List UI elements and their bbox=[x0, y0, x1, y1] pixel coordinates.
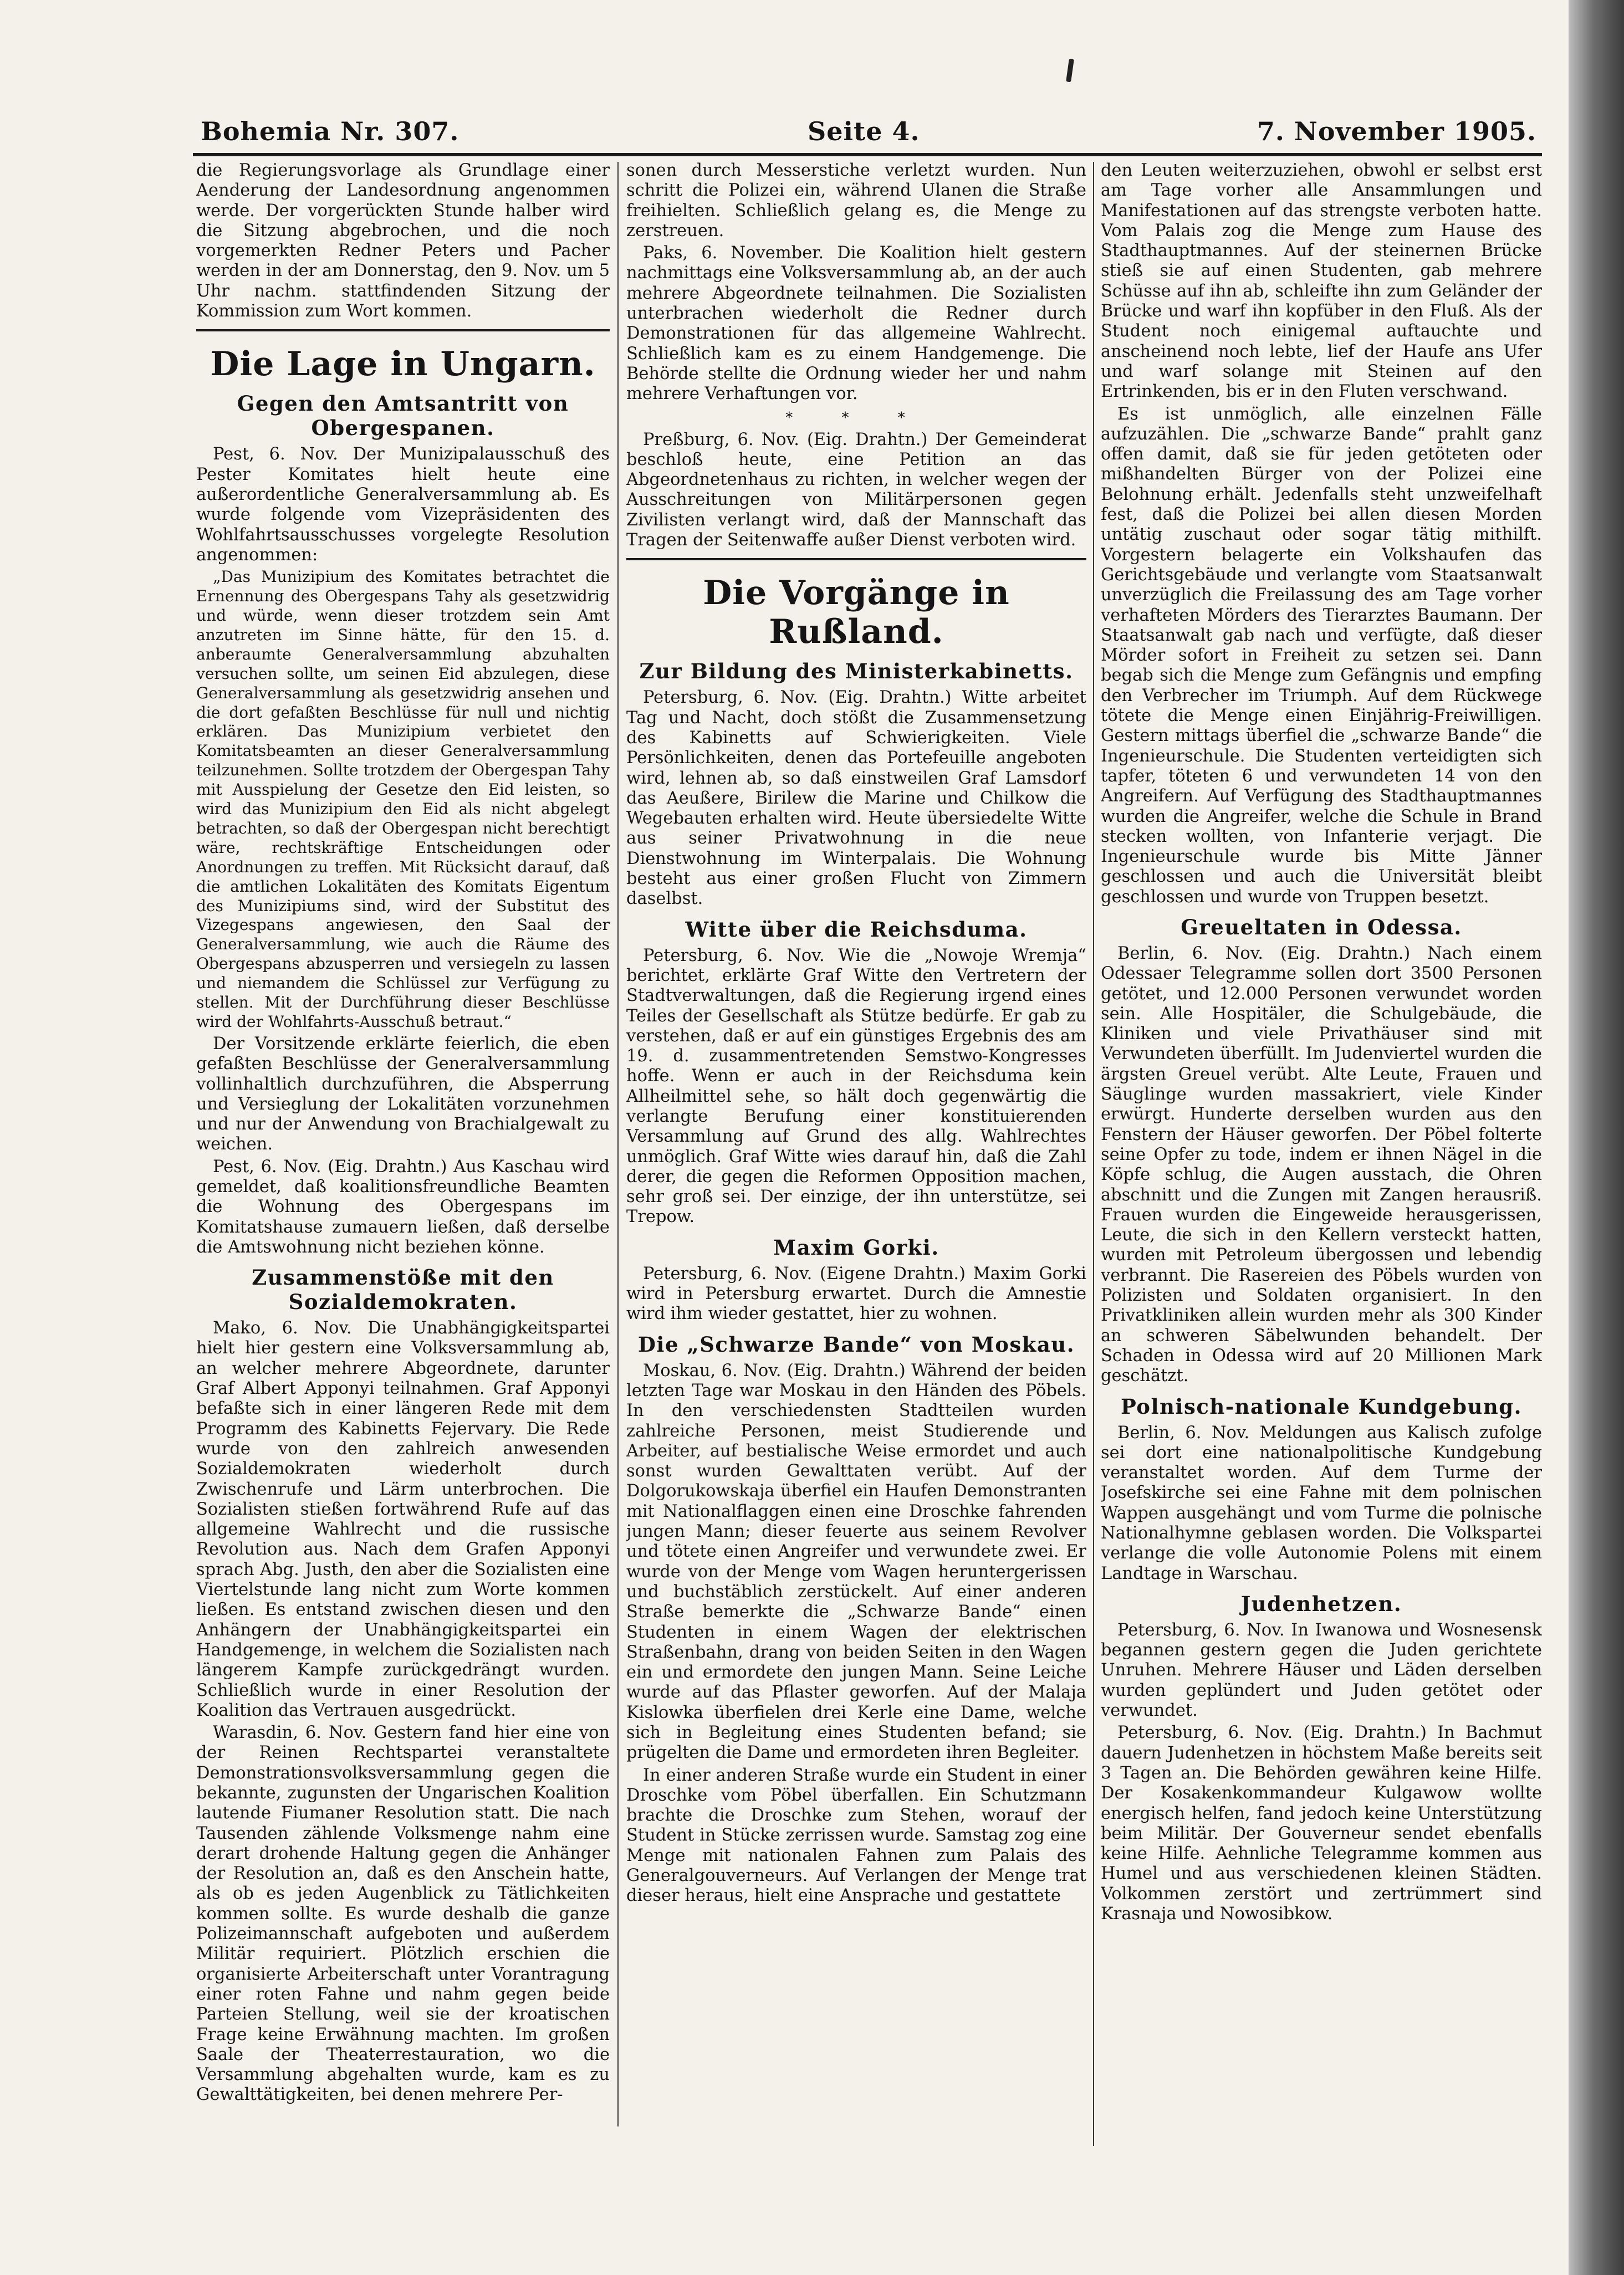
page-number: Seite 4. bbox=[808, 116, 920, 146]
column-rule bbox=[1093, 162, 1094, 2146]
paragraph: Paks, 6. November. Die Koalition hielt gestern nachmittags eine Volksversammlung ab, an der auch mehrere Abgeordnete teilnahmen. Die Sozialisten unterbrachen wiederholt die Redner durch Demonstrationen für das allgemeine Wahlrecht. Schließlich kam es zu einem Handgemenge. Die Behörde stellte die Ordnung wieder her und nahm mehrere Verhaftungen vor. bbox=[626, 243, 1086, 404]
paragraph: Warasdin, 6. Nov. Gestern fand hier eine von der Reinen Rechtspartei veranstaltete Demonstrationsvolksversammlung gegen die bekannte, zugunsten der Ungarischen Koalition lautende Fiumaner Resolution statt. Die nach Tausenden zählende Volksmenge nahm eine derart drohende Haltung gegen die Anhänger der Resolution an, daß es den Anschein hatte, als ob es jeden Augenblick zu Tätlichkeiten kommen sollte. Es wurde deshalb die ganze Polizeimannschaft aufgeboten und außerdem Militär requiriert. Plötzlich erschien die organisierte Arbeiterschaft unter Vorantragung einer roten Fahne und nahm gegen beide Parteien Stellung, weil sie der kroatischen Frage keine Erwähnung machten. Im großen Saale der Theaterrestauration, wo die Versammlung abgehalten wurde, kam es zu Gewalttätigkeiten, bei denen mehrere Per- bbox=[196, 1723, 610, 2105]
column-3 bbox=[1101, 161, 1542, 2142]
paragraph: Mako, 6. Nov. Die Unabhängigkeitspartei hielt hier gestern eine Volksversammlung ab, an welcher mehrere Abgeordnete, darunter Graf Albert Apponyi teilnahmen. Graf Apponyi befaßte sich in einer längeren Rede mit dem Programm des Kabinetts Fejervary. Die Rede wurde von den zahlreich anwesenden Sozialdemokraten wiederholt durch Zwischenrufe und Lärm unterbrochen. Die Sozialisten stießen fortwährend Rufe auf das allgemeine Wahlrecht und die russische Revolution aus. Nach dem Grafen Apponyi sprach Abg. Justh, den aber die Sozialisten eine Viertelstunde lang nicht zum Worte kommen ließen. Es entstand zwischen diesen und den Anhängern der Unabhängigkeitspartei ein Handgemenge, in welchem die Sozialisten nach längerem Kampfe zurückgedrängt wurden. Schließlich wurde in einer Resolution der Koalition das Vertrauen ausgedrückt. bbox=[196, 1318, 610, 1720]
column-rule bbox=[617, 162, 619, 2126]
subheading: Judenhetzen. bbox=[1240, 1591, 1402, 1616]
paragraph: In einer anderen Straße wurde ein Student in einer Droschke vom Pöbel überfallen. Ein Schutzmann brachte die Droschke zum Stehen, worauf der Student in Stücke zerrissen wurde. Samstag zog eine Menge mit nationalen Fahnen zum Palais des Generalgouverneurs. Auf Verlangen der Menge trat dieser heraus, hielt eine Ansprache und gestattete bbox=[626, 1765, 1086, 1906]
subheading: Die „Schwarze Bande“ von Moskau. bbox=[637, 1332, 1075, 1357]
section-rule bbox=[196, 329, 610, 331]
paragraph: Petersburg, 6. Nov. (Eig. Drahtn.) In Bachmut dauern Judenhetzen in höchstem Maße bereits seit 3 Tagen an. Die Behörden gewähren keine Hilfe. Der Kosakenkommandeur Kulgawow wollte energisch helfen, fand jedoch keine Unterstützung beim Militär. Der Gouverneur sendet ebenfalls keine Hilfe. Aehnliche Telegramme kommen aus Humel und aus verschiedenen kleinen Städten. Volkommen zerstört und zertrümmert sind Krasnaja und Nowosibkow. bbox=[1101, 1723, 1542, 1924]
paragraph: Moskau, 6. Nov. (Eig. Drahtn.) Während der beiden letzten Tage war Moskau in den Händen des Pöbels. In den verschiedensten Stadtteilen wurden zahlreiche Personen, meist Studierende und Arbeiter, auf bestialische Weise ermordet und auch sonst wurden Gewalttaten verübt. Auf der Dolgorukowskaja überfiel ein Haufen Demonstranten mit Nationalflaggen einen eine Droschke fahrenden jungen Mann; dieser feuerte aus seinem Revolver und tötete einen Angreifer und verwundete zwei. Er wurde von der Menge vom Wagen heruntergerissen und buchstäblich zerstückelt. Auf einer anderen Straße bemerkte die „Schwarze Bande“ einen Studenten in einem Wagen der elektrischen Straßenbahn, drang von beiden Seiten in den Wagen ein und ermordete den jungen Mann. Seine Leiche wurde auf das Pflaster geworfen. Auf der Malaja Kislowka überfielen drei Kerle eine Dame, welche sich in Begleitung eines Studenten befand; sie prügelten die Dame und ermordeten ihren Begleiter. bbox=[626, 1361, 1086, 1763]
subheading: Zur Bildung des Ministerkabinetts. bbox=[639, 659, 1074, 684]
paragraph: Der Vorsitzende erklärte feierlich, die eben gefaßten Beschlüsse der Generalversammlung vollinhaltlich durchzuführen, die Absperrung und Versieglung der Lokalitäten vorzunehmen und nur der Anwendung von Brachialgewalt zu weichen. bbox=[196, 1034, 610, 1154]
header-rule bbox=[193, 153, 1542, 156]
section-headline: Die Vorgänge in Rußland. bbox=[703, 574, 1010, 652]
paragraph: Petersburg, 6. Nov. (Eig. Drahtn.) Witte arbeitet Tag und Nacht, doch stößt die Zusammensetzung des Kabinetts auf Schwierigkeiten. Viele Persönlichkeiten, denen das Portefeuille angeboten wird, lehnen ab, so daß einstweilen Graf Lamsdorf das Aeußere, Birilew die Marine und Chilkow die Wegebauten erhalten wird. Heute übersiedelte Witte aus seiner Privatwohnung in die neue Dienstwohnung im Winterpalais. Die Wohnung besteht aus einer großen Flucht von Zimmern daselbst. bbox=[626, 688, 1086, 909]
separator-stars: * * * bbox=[785, 409, 927, 426]
subheading: Polnisch-nationale Kundgebung. bbox=[1120, 1394, 1523, 1419]
section-headline: Die Lage in Ungarn. bbox=[210, 345, 596, 384]
issue-date: 7. November 1905. bbox=[1257, 116, 1536, 146]
subheading: Zusammenstöße mit den Sozialdemokraten. bbox=[252, 1265, 554, 1315]
paragraph: Preßburg, 6. Nov. (Eig. Drahtn.) Der Gemeinderat beschloß heute, eine Petition an das Abgeordnetenhaus zu richten, in welcher wegen der Ausschreitungen von Militärpersonen gegen Zivilisten verlangt wird, daß der Mannschaft das Tragen der Seitenwaffe außer Dienst verboten wird. bbox=[626, 430, 1086, 550]
subheading: Maxim Gorki. bbox=[773, 1235, 939, 1260]
paragraph: Petersburg, 6. Nov. Wie die „Nowoje Wremja“ berichtet, erklärte Graf Witte den Vertretern der Stadtverwaltungen, daß die Regierung irgend eines Teiles der Gesellschaft als Stütze bedürfe. Er gab zu verstehen, daß er auf ein günstiges Ergebnis des am 19. d. zusammentretenden Semstwo-Kongresses hoffe. Wenn er auch in der Reichsduma kein Allheilmittel sehe, so hält doch gegenwärtig die verlangte Berufung einer konstituierenden Versammlung auf Grund des allg. Wahlrechtes unmöglich. Graf Witte wies darauf hin, daß die Zahl derer, die gegen die Reformen Opposition machen, sehr groß sei. Der einzige, der ihn unterstütze, sei Trepow. bbox=[626, 945, 1086, 1227]
paragraph: Berlin, 6. Nov. (Eig. Drahtn.) Nach einem Odessaer Telegramme sollen dort 3500 Personen getötet, und 12.000 Personen verwundet worden sein. Alle Hospitäler, die Schulgebäude, die Kliniken und viele Privathäuser sind mit Verwundeten überfüllt. Im Judenviertel wurden die ärgsten Greuel verübt. Alte Leute, Frauen und Säuglinge wurden massakriert, viele Kinder erwürgt. Hunderte derselben wurden aus den Fenstern der Häuser geworfen. Der Pöbel folterte seine Opfer zu tode, indem er ihnen Nägel in die Köpfe schlug, die Augen ausstach, die Ohren abschnitt und die Zungen mit Zangen herausriß. Frauen wurden die Eingeweide herausgerissen, Leute, die sich in den Kellern versteckt hatten, wurden mit Petroleum übergossen und lebendig verbrannt. Die Rasereien des Pöbels wurden von Polizisten und Soldaten organisiert. In den Privatkliniken allein wurden mehr als 300 Kinder an schweren Säbelwunden behandelt. Der Schaden in Odessa wird auf 20 Millionen Mark geschätzt. bbox=[1101, 943, 1542, 1386]
page-header bbox=[201, 111, 1536, 149]
column-1 bbox=[196, 161, 610, 2125]
column-2 bbox=[626, 161, 1086, 2150]
quoted-resolution: „Das Munizipium des Komitates betrachtet die Ernennung des Obergespans Tahy als gesetzwidrig und würde, wenn dieser trotzdem sein Amt anzutreten im Sinne hätte, für den 15. d. anberaumte Generalversammlung abzuhalten versuchen sollte, um seinen Eid abzulegen, diese Generalversammlung als gesetzwidrig ansehen und die dort gefaßten Beschlüsse für null und nichtig erklären. Das Munizipium verbietet den Komitatsbeamten an dieser Generalversammlung teilzunehmen. Sollte trotzdem der Obergespan Tahy mit Ausspielung der Gesetze den Eid leisten, so wird das Munizipium den Eid als nicht abgelegt betrachten, so daß der Obergespan nicht berechtigt wäre, rechtskräftige Entscheidungen oder Anordnungen zu treffen. Mit Rücksicht darauf, daß die amtlichen Lokalitäten des Komitats Eigentum des Munizipiums sind, wird der Substitut des Vizegespans angewiesen, den Saal der Generalversammlung, wie auch die Räume des Obergespans abzusperren und versiegeln zu lassen und niemandem die Schlüssel zur Verfügung zu stellen. Mit der Durchführung dieser Beschlüsse wird der Wohlfahrts-Ausschuß betraut.“ bbox=[196, 568, 610, 1031]
subheading: Gegen den Amtsantritt von Obergespanen. bbox=[237, 391, 569, 441]
paragraph: den Leuten weiterzuziehen, obwohl er selbst erst am Tage vorher alle Ansammlungen und Manifestationen auf das strengste verboten hatte. Vom Palais zog die Menge zum Hause des Stadthauptmannes. Auf der steinernen Brücke stieß sie auf einen Studenten, gab mehrere Schüsse auf ihn ab, schleifte ihn zum Geländer der Brücke und warf ihn kopfüber in den Fluß. Als der Student noch einigemal auftauchte und anscheinend noch lebte, lief der Haufe ans Ufer und warf solange mit Steinen auf den Ertrinkenden, bis er in den Fluten verschwand. bbox=[1101, 161, 1542, 402]
paragraph: Pest, 6. Nov. Der Munizipalausschuß des Pester Komitates hielt heute eine außerordentliche Generalversammlung ab. Es wurde folgende vom Vizepräsidenten des Wohlfahrtsausschusses vorgelegte Resolution angenommen: bbox=[196, 444, 610, 565]
paragraph: die Regierungsvorlage als Grundlage einer Aenderung der Landesordnung angenommen werde. Der vorgerückten Stunde halber wird die Sitzung abgebrochen, und die noch vorgemerkten Redner Peters und Pacher werden in der am Donnerstag, den 9. Nov. um 5 Uhr nachm. stattfindenden Sitzung der Kommission zum Wort kommen. bbox=[196, 161, 610, 321]
ink-mark bbox=[1066, 59, 1074, 83]
paragraph: Petersburg, 6. Nov. (Eigene Drahtn.) Maxim Gorki wird in Petersburg erwartet. Durch die Amnestie wird ihm wieder gestattet, hier zu wohnen. bbox=[626, 1264, 1086, 1324]
subheading: Greueltaten in Odessa. bbox=[1181, 914, 1462, 939]
masthead-issue: Bohemia Nr. 307. bbox=[201, 116, 459, 146]
page-edge-shadow bbox=[1569, 0, 1624, 2275]
paragraph: sonen durch Messerstiche verletzt wurden. Nun schritt die Polizei ein, während Ulanen die Straße freihielten. Schließlich gelang es, die Menge zu zerstreuen. bbox=[626, 161, 1086, 241]
paragraph: Berlin, 6. Nov. Meldungen aus Kalisch zufolge sei dort eine nationalpolitische Kundgebung veranstaltet worden. Auf dem Turme der Josefskirche sei eine Fahne mit dem polnischen Wappen ausgehängt und vom Turme die polnische Nationalhymne geblasen worden. Die Volkspartei verlange die volle Autonomie Polens mit einem Landtage in Warschau. bbox=[1101, 1423, 1542, 1583]
paragraph: Petersburg, 6. Nov. In Iwanowa und Wosnesensk begannen gestern gegen die Juden gerichtete Unruhen. Mehrere Häuser und Läden derselben wurden geplündert und Juden getötet oder verwundet. bbox=[1101, 1620, 1542, 1721]
paragraph: Pest, 6. Nov. (Eig. Drahtn.) Aus Kaschau wird gemeldet, daß koalitionsfreundliche Beamten die Wohnung des Obergespans im Komitatshause zumauern ließen, daß derselbe die Amtswohnung nicht beziehen könne. bbox=[196, 1157, 610, 1257]
section-rule bbox=[626, 558, 1086, 560]
subheading: Witte über die Reichsduma. bbox=[685, 917, 1028, 942]
paragraph: Es ist unmöglich, alle einzelnen Fälle aufzuzählen. Die „schwarze Bande“ prahlt ganz offen damit, daß sie für jeden getöteten oder mißhandelten Bürger von der Polizei eine Belohnung erhält. Jedenfalls steht unzweifelhaft fest, daß die Polizei bei allen diesen Morden untätig zuschaut oder sogar tätig mithilft. Vorgestern belagerte ein Volkshaufen das Gerichtsgebäude und verlangte vom Staatsanwalt unverzüglich die Freilassung des am Tage vorher verhafteten Mörders des Tierarztes Baumann. Der Staatsanwalt gab nach und verfügte, daß dieser Mörder sofort in Freiheit zu setzen sei. Dann begab sich die Menge zum Gefängnis und empfing den Verbrecher im Triumph. Auf dem Rückwege tötete die Menge einen Einjährig-Freiwilligen. Gestern mittags überfiel die „schwarze Bande“ die Ingenieurschule. Die Studenten verteidigten sich tapfer, töteten 6 und verwundeten 14 von den Angreifern. Auf Verfügung des Stadthauptmannes wurden die Angreifer, welche die Schule in Brand stecken wollten, von Infanterie verjagt. Die Ingenieurschule wurde bis Mitte Jänner geschlossen und auch die Universität bleibt geschlossen und wurde von Truppen besetzt. bbox=[1101, 404, 1542, 907]
